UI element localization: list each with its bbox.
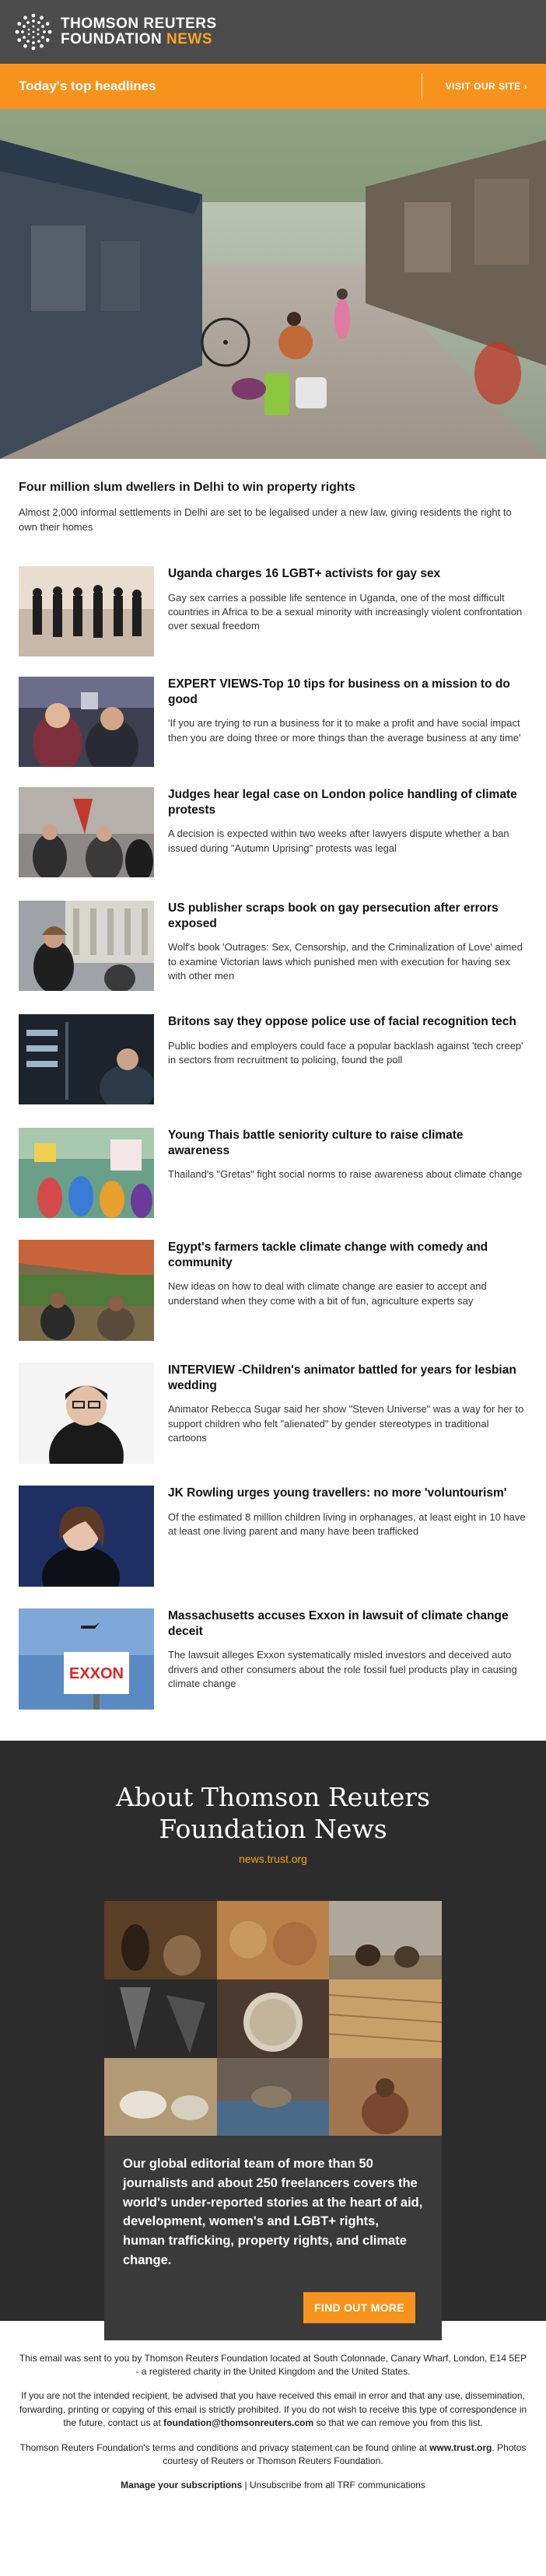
story-thumbnail[interactable] <box>19 1240 154 1341</box>
brand-news: NEWS <box>166 31 213 47</box>
story-body <box>154 1014 527 1067</box>
footer-terms <box>19 2441 527 2469</box>
story-body <box>154 677 527 745</box>
story-item[interactable] <box>19 656 527 767</box>
story-title[interactable]: Massachusetts accuses Exxon in lawsuit of climate change deceit <box>168 1608 509 1638</box>
story-desc: Wolf's book 'Outrages: Sex, Censorship, and the Criminalization of Love' aimed to examine Victorian laws which punished men with execution for having sex with other men <box>168 941 523 982</box>
footer <box>0 2321 546 2527</box>
find-out-more-button[interactable]: FIND OUT MORE <box>303 2292 415 2323</box>
story-body <box>154 1128 527 1182</box>
exxon-sign-text: EXXON <box>68 1664 124 1682</box>
story-body <box>154 1608 527 1691</box>
story-thumbnail[interactable] <box>19 787 154 877</box>
story-item[interactable] <box>19 1587 527 1710</box>
about-box <box>104 2136 442 2340</box>
story-item[interactable] <box>19 1218 527 1341</box>
collage-photo <box>217 1979 330 2058</box>
story-desc: Of the estimated 8 million children living in orphanages, at least eight in 10 have at least one living parent and many have been trafficked <box>168 1510 526 1537</box>
story-title[interactable]: US publisher scraps book on gay persecution after errors exposed <box>168 901 499 930</box>
about-section <box>0 1741 546 2321</box>
story-title[interactable]: Young Thais battle seniority culture to raise climate awareness <box>168 1128 464 1157</box>
story-thumbnail[interactable] <box>19 901 154 991</box>
footer-subscription-links <box>19 2479 527 2492</box>
footer-terms-text: Thomson Reuters Foundation's terms and conditions and privacy statement can be found online at <box>19 2441 430 2453</box>
hero-story-desc: Almost 2,000 informal settlements in Delhi are set to be legalised under a new law, giving residents the right to own their homes <box>19 506 512 533</box>
collage-photo <box>329 1901 442 1979</box>
story-item[interactable] <box>19 991 527 1104</box>
headlines-title: Today's top headlines <box>19 79 156 93</box>
story-title[interactable]: INTERVIEW -Children's animator battled for years for lesbian wedding <box>168 1363 516 1392</box>
story-thumbnail[interactable] <box>19 566 154 656</box>
contact-email-link[interactable]: foundation@thomsonreuters.com <box>163 2417 314 2429</box>
brand-line2 <box>61 32 217 47</box>
collage-photo <box>329 2058 442 2137</box>
story-item[interactable] <box>19 1341 527 1464</box>
footer-disclaimer-tail: so that we can remove you from this list. <box>313 2417 483 2429</box>
about-title: About Thomson Reuters Foundation News <box>116 1781 430 1844</box>
story-title[interactable]: EXPERT VIEWS-Top 10 tips for business on a mission to do good <box>168 677 510 706</box>
brand-line1: THOMSON REUTERS <box>61 16 217 33</box>
story-desc: Public bodies and employers could face a popular backlash against 'tech creep' in sectors from recruitment to policing, found the poll <box>168 1039 523 1066</box>
story-thumbnail[interactable] <box>19 677 154 767</box>
story-desc: A decision is expected within two weeks after lawyers dispute whether a ban issued during "Autumn Uprising" protests was legal <box>168 828 509 854</box>
collage-photo <box>217 2058 330 2137</box>
story-body <box>154 1486 527 1538</box>
story-body <box>154 566 527 633</box>
collage-photo <box>104 1901 217 1979</box>
story-title[interactable]: Britons say they oppose police use of facial recognition tech <box>168 1014 516 1028</box>
story-item[interactable] <box>19 549 527 656</box>
story-desc: The lawsuit alleges Exxon systematically misled investors and deceived auto drivers and other consumers about the role fossil fuel products play in causing climate change <box>168 1649 517 1689</box>
footer-disclaimer <box>19 2389 527 2430</box>
story-body <box>154 1240 527 1308</box>
collage-photo <box>104 2058 217 2137</box>
headlines-bar <box>0 64 546 109</box>
hero-image[interactable] <box>0 109 546 459</box>
story-thumbnail[interactable] <box>19 1486 154 1587</box>
story-desc: Gay sex carries a possible life sentence in Uganda, one of the most difficult countries in Africa to be a sexual minority with increasingly violent confrontation over sexual freedom <box>168 591 523 632</box>
trf-logo-icon[interactable] <box>14 12 53 51</box>
story-title[interactable]: JK Rowling urges young travellers: no more 'voluntourism' <box>168 1486 507 1500</box>
collage-photo <box>217 1901 330 1979</box>
story-body <box>154 1363 527 1445</box>
story-title[interactable]: Uganda charges 16 LGBT+ activists for gay sex <box>168 566 441 580</box>
story-item[interactable] <box>19 1104 527 1218</box>
story-desc: Animator Rebecca Sugar said her show "Steven Universe" was a way for her to support children who felt "alienated" by gender stereotypes in traditional cartoons <box>168 1403 524 1444</box>
manage-subscriptions-link[interactable]: Manage your subscriptions <box>121 2480 243 2491</box>
link-separator: | <box>242 2480 250 2491</box>
story-desc: Thailand's "Gretas" fight social norms to raise awareness about climate change <box>168 1168 523 1181</box>
footer-disclaimer-text: If you are not the intended recipient, be advised that you have received this email in error and that any use, dissemination, forwarding, printing or copying of this email is strictly prohibited. If you do not wish to receive this type of correspondence in the future, contact us at <box>19 2390 527 2429</box>
story-item[interactable] <box>19 767 527 877</box>
story-body <box>154 901 527 983</box>
story-thumbnail[interactable] <box>19 1128 154 1218</box>
story-thumbnail[interactable] <box>19 1608 154 1710</box>
story-desc: New ideas on how to deal with climate change are easier to accept and understand when they come with a bit of fun, agriculture experts say <box>168 1280 487 1307</box>
footer-terms-tail: . Photos courtesy of Reuters or Thomson Reuters Foundation. <box>163 2441 527 2467</box>
story-body <box>154 787 527 856</box>
story-thumbnail[interactable] <box>19 1014 154 1104</box>
brand-foundation: FOUNDATION <box>61 31 163 47</box>
story-thumbnail[interactable] <box>19 1363 154 1464</box>
story-item[interactable] <box>19 877 527 991</box>
story-title[interactable]: Judges hear legal case on London police handling of climate protests <box>168 787 517 817</box>
story-desc: 'If you are trying to run a business for it to make a profit and have social impact then you are doing three or more things than the average business at any time' <box>168 717 521 744</box>
story-item[interactable] <box>19 1464 527 1587</box>
collage-photo <box>104 1979 217 2058</box>
footer-address: This email was sent to you by Thomson Reuters Foundation located at South Colonnade, Canary Wharf, London, E14 5EP - a registered charity in the United Kingdom and the United States. <box>19 2352 527 2378</box>
hero-story-title[interactable]: Four million slum dwellers in Delhi to win property rights <box>19 481 355 494</box>
header-bar <box>0 0 546 64</box>
about-site-link[interactable]: news.trust.org <box>239 1853 307 1866</box>
brand-wordmark[interactable] <box>61 16 217 47</box>
unsubscribe-link[interactable]: Unsubscribe from all TRF communications <box>249 2480 425 2491</box>
hero-story[interactable] <box>0 459 546 549</box>
story-list <box>0 549 546 1741</box>
slum-street-photo <box>0 109 546 459</box>
visit-site-link[interactable]: VISIT OUR SITE › <box>422 73 527 100</box>
story-title[interactable]: Egypt's farmers tackle climate change with comedy and community <box>168 1240 488 1269</box>
photo-collage <box>104 1901 442 2136</box>
collage-photo <box>329 1979 442 2058</box>
trust-org-link[interactable]: www.trust.org <box>429 2441 492 2453</box>
about-text: Our global editorial team of more than 50 journalists and about 250 freelancers covers the world's under-reported stories at the heart of aid, development, women's and LGBT+ rights, human trafficking, property rights, and climate change. <box>123 2157 423 2267</box>
